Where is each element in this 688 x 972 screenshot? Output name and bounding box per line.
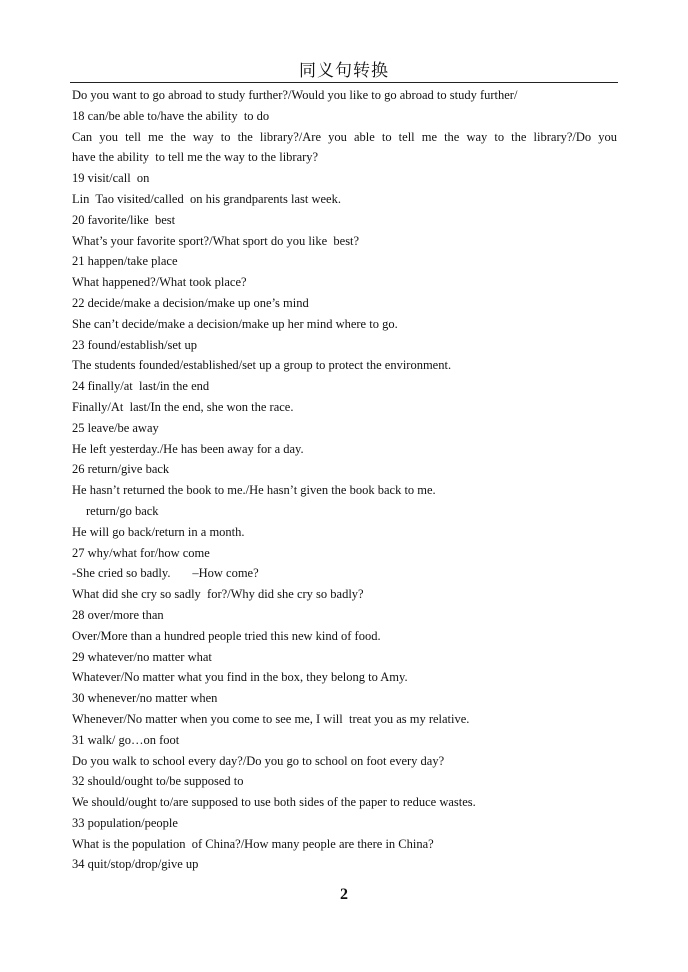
text-line: We should/ought to/are supposed to use both sides of the paper to reduce wastes.: [72, 795, 476, 810]
text-line: 22 decide/make a decision/make up one’s mind: [72, 295, 309, 310]
text-line: have the ability to tell me the way to the library?: [72, 150, 319, 165]
text-line: -She cried so badly. –How come?: [72, 566, 259, 581]
text-line: 33 population/people: [72, 815, 178, 830]
header-divider: [70, 82, 618, 83]
text-line: Over/More than a hundred people tried this new kind of food.: [72, 628, 381, 643]
text-line: He left yesterday./He has been away for a day.: [72, 441, 304, 456]
text-line: 32 should/ought to/be supposed to: [72, 774, 244, 789]
text-line: 27 why/what for/how come: [72, 545, 210, 560]
text-line: What’s your favorite sport?/What sport do you like best?: [72, 233, 360, 248]
text-line: Do you walk to school every day?/Do you go to school on foot every day?: [72, 753, 445, 768]
text-line: 28 over/more than: [72, 607, 164, 622]
document-body: [72, 85, 617, 875]
text-line: What happened?/What took place?: [72, 275, 247, 290]
text-line: 24 finally/at last/in the end: [72, 379, 210, 394]
text-line: 21 happen/take place: [72, 254, 178, 269]
text-line: 23 found/establish/set up: [72, 337, 197, 352]
text-line: The students founded/established/set up a group to protect the environment.: [72, 358, 452, 373]
page-header-title: 同义句转换: [299, 61, 389, 81]
text-line: Finally/At last/In the end, she won the race.: [72, 399, 294, 414]
text-line: He will go back/return in a month.: [72, 524, 245, 539]
text-line: 26 return/give back: [72, 462, 170, 477]
text-line: return/go back: [86, 503, 159, 518]
text-line: 31 walk/ go…on foot: [72, 732, 180, 747]
text-line: He hasn’t returned the book to me./He hasn’t given the book back to me.: [72, 483, 436, 498]
text-line: 25 leave/be away: [72, 420, 159, 435]
text-line: Whenever/No matter when you come to see me, I will treat you as my relative.: [72, 711, 470, 726]
text-line: Lin Tao visited/called on his grandparents last week.: [72, 191, 341, 206]
text-line: 19 visit/call on: [72, 171, 150, 186]
text-line: She can’t decide/make a decision/make up her mind where to go.: [72, 316, 398, 331]
text-line: 29 whatever/no matter what: [72, 649, 212, 664]
text-line: What did she cry so sadly for?/Why did she cry so badly?: [72, 587, 364, 602]
text-line: Do you want to go abroad to study further?/Would you like to go abroad to study further/: [72, 88, 518, 102]
text-line: 18 can/be able to/have the ability to do: [72, 108, 270, 123]
text-line: What is the population of China?/How many people are there in China?: [72, 836, 434, 851]
text-line: Can you tell me the way to the library?/Are you able to tell me the way to the library?/Do you: [72, 129, 617, 144]
text-line: Whatever/No matter what you find in the box, they belong to Amy.: [72, 670, 408, 685]
text-line: 34 quit/stop/drop/give up: [72, 857, 199, 872]
text-line: 30 whenever/no matter when: [72, 691, 218, 706]
text-line: 20 favorite/like best: [72, 212, 176, 227]
page-number: 2: [340, 886, 348, 903]
